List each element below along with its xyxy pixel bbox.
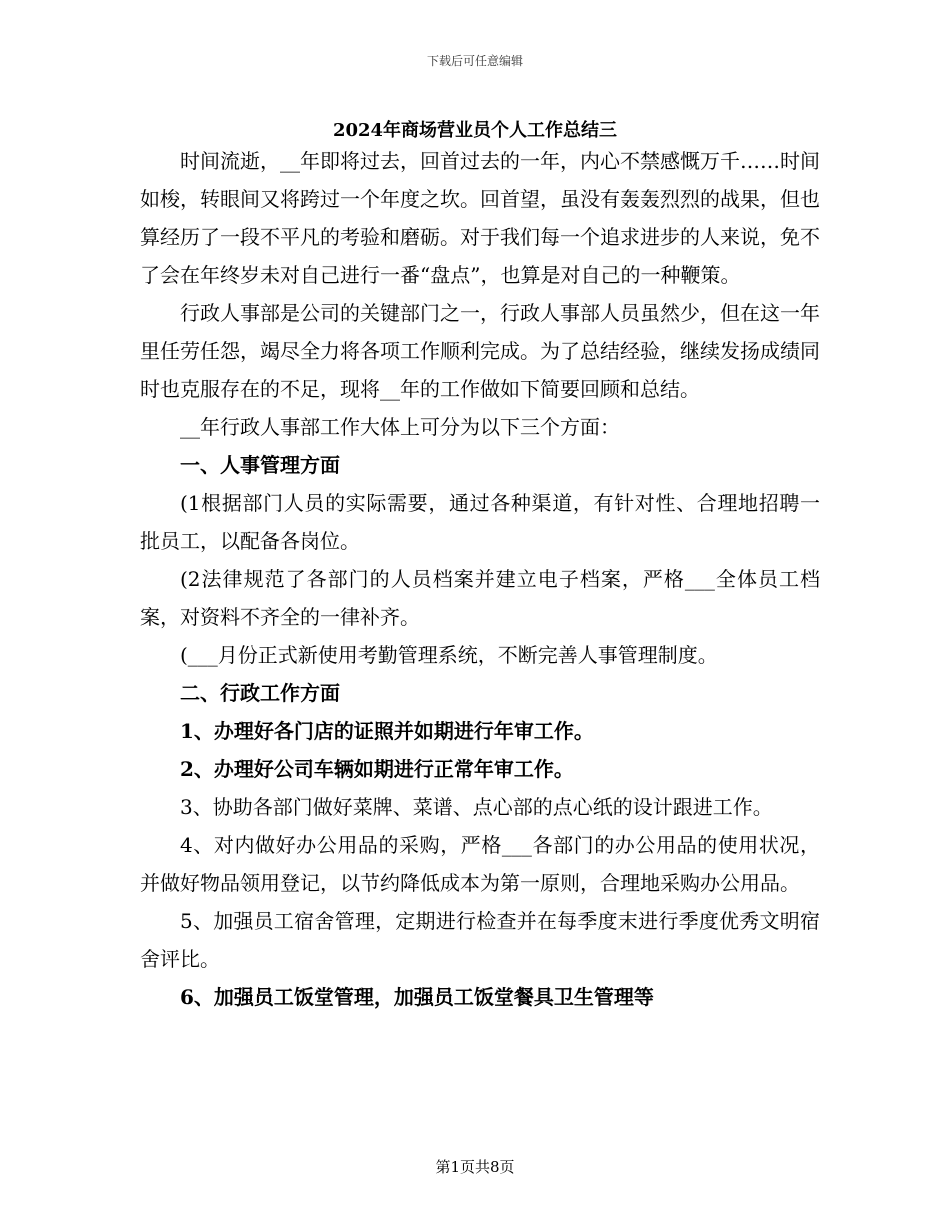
paragraph-intro: 时间流逝，__年即将过去，回首过去的一年，内心不禁感慨万千……时间如梭，转眼间又将跨过一个年度之坎。回首望，虽没有轰轰烈烈的战果，但也算经历了一段不平凡的考验和磨砺。对于我们每一个追求进步的人来说，免不了会在年终岁未对自己进行一番“盘点”，也算是对自己的一种鞭策。 <box>140 149 820 287</box>
list-item-vehicles: 2、办理好公司车辆如期进行正常年审工作。 <box>180 757 574 781</box>
list-item-office-supplies: 4、对内做好办公用品的采购，严格___各部门的办公用品的使用状况，并做好物品领用登记，以节约降低成本为第一原则，合理地采购办公用品。 <box>140 833 820 895</box>
section-heading-personnel: 一、人事管理方面 <box>180 453 340 477</box>
list-item-menu-design: 3、协助各部门做好菜牌、菜谱、点心部的点心纸的设计跟进工作。 <box>180 795 773 819</box>
document-body <box>140 142 820 1016</box>
page-number: 第1页共8页 <box>435 1158 515 1176</box>
list-item-canteen: 6、加强员工饭堂管理，加强员工饭堂餐具卫生管理等 <box>180 985 654 1009</box>
document-title: 2024年商场营业员个人工作总结三 <box>332 120 618 141</box>
page-header-note: 下载后可任意编辑 <box>426 54 523 68</box>
section-heading-administration: 二、行政工作方面 <box>180 681 340 705</box>
paragraph-overview: __年行政人事部工作大体上可分为以下三个方面： <box>180 415 620 439</box>
list-item-licenses: 1、办理好各门店的证照并如期进行年审工作。 <box>180 719 594 743</box>
list-item-dormitory: 5、加强员工宿舍管理，定期进行检查并在每季度末进行季度优秀文明宿舍评比。 <box>140 909 820 971</box>
list-item-attendance: (___月份正式新使用考勤管理系统，不断完善人事管理制度。 <box>180 643 718 667</box>
list-item-recruitment: (1根据部门人员的实际需要，通过各种渠道，有针对性、合理地招聘一批员工，以配备各岗位。 <box>140 491 820 553</box>
list-item-archives: (2法律规范了各部门的人员档案并建立电子档案，严格___全体员工档案，对资料不齐全的一律补齐。 <box>140 567 820 629</box>
paragraph-department: 行政人事部是公司的关键部门之一，行政人事部人员虽然少，但在这一年里任劳任怨，竭尽全力将各项工作顺利完成。为了总结经验，继续发扬成绩同时也克服存在的不足，现将__年的工作做如下简要回顾和总结。 <box>140 301 820 401</box>
